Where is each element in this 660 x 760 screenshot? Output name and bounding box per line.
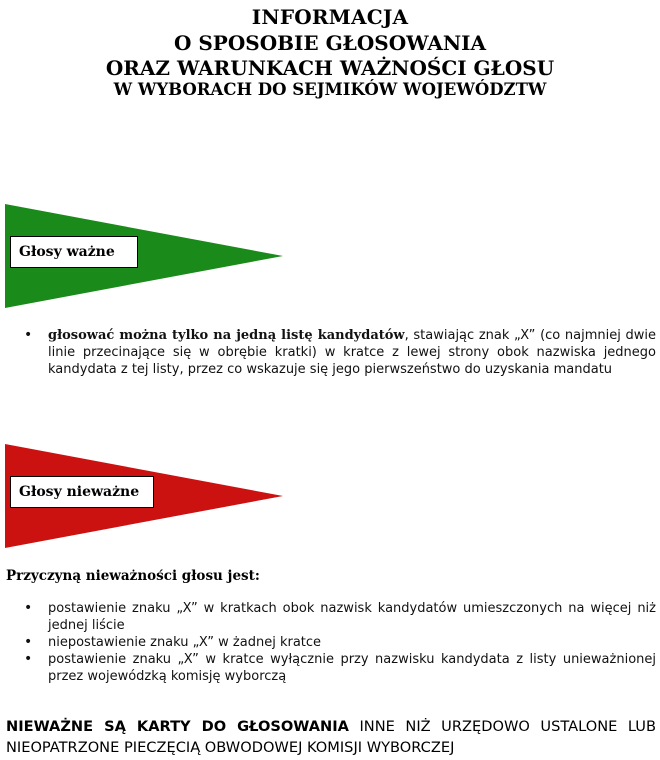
document-title: INFORMACJA — [251, 5, 409, 29]
valid-rule-emphasis: głosować można tylko na jedną listę kandydatów — [48, 328, 405, 343]
invalid-votes-pennant — [5, 444, 285, 548]
valid-rule-item — [0, 327, 656, 378]
document-subtitle-line-1: O SPOSOBIE GŁOSOWANIA — [173, 31, 487, 55]
notice-emphasis: NIEWAŻNE SĄ KARTY DO GŁOSOWANIA — [6, 718, 349, 735]
valid-votes-pennant — [5, 204, 285, 308]
valid-rule-text: , stawiając znak „X” (co najmniej dwie linie przecinające się w obrębie kratki) w kratce z lewej strony obok nazwiska jednego kandydata z tej listy, przez co wskazuje się jego pierwszeństwo do uzyskania mandatu — [48, 328, 656, 377]
invalid-reason-item: • postawienie znaku „X” w kratkach obok nazwisk kandydatów umieszczonych na więcej niż jednej liście — [0, 600, 656, 634]
valid-votes-rules — [0, 327, 656, 378]
invalid-reasons-list — [0, 600, 656, 685]
invalid-reason-item: • postawienie znaku „X” w kratce wyłącznie przy nazwisku kandydata z listy unieważnionej przez wojewódzką komisję wyborczą — [0, 651, 656, 685]
invalid-reasons-heading: Przyczyną nieważności głosu jest: — [6, 568, 260, 584]
notice-text: INNE NIŻ URZĘDOWO USTALONE LUB NIEOPATRZONE PIECZĘCIĄ OBWODOWEJ KOMISJI WYBORCZEJ — [6, 718, 657, 756]
invalid-votes-label: Głosy nieważne — [10, 476, 154, 508]
document-subtitle-line-2: ORAZ WARUNKACH WAŻNOŚCI GŁOSU — [105, 56, 555, 80]
ballot-validity-notice — [6, 716, 656, 758]
document-subtitle-line-3: W WYBORACH DO SEJMIKÓW WOJEWÓDZTW — [113, 80, 547, 99]
valid-votes-label: Głosy ważne — [10, 236, 138, 268]
invalid-reason-item: • niepostawienie znaku „X” w żadnej kratce — [0, 634, 656, 651]
